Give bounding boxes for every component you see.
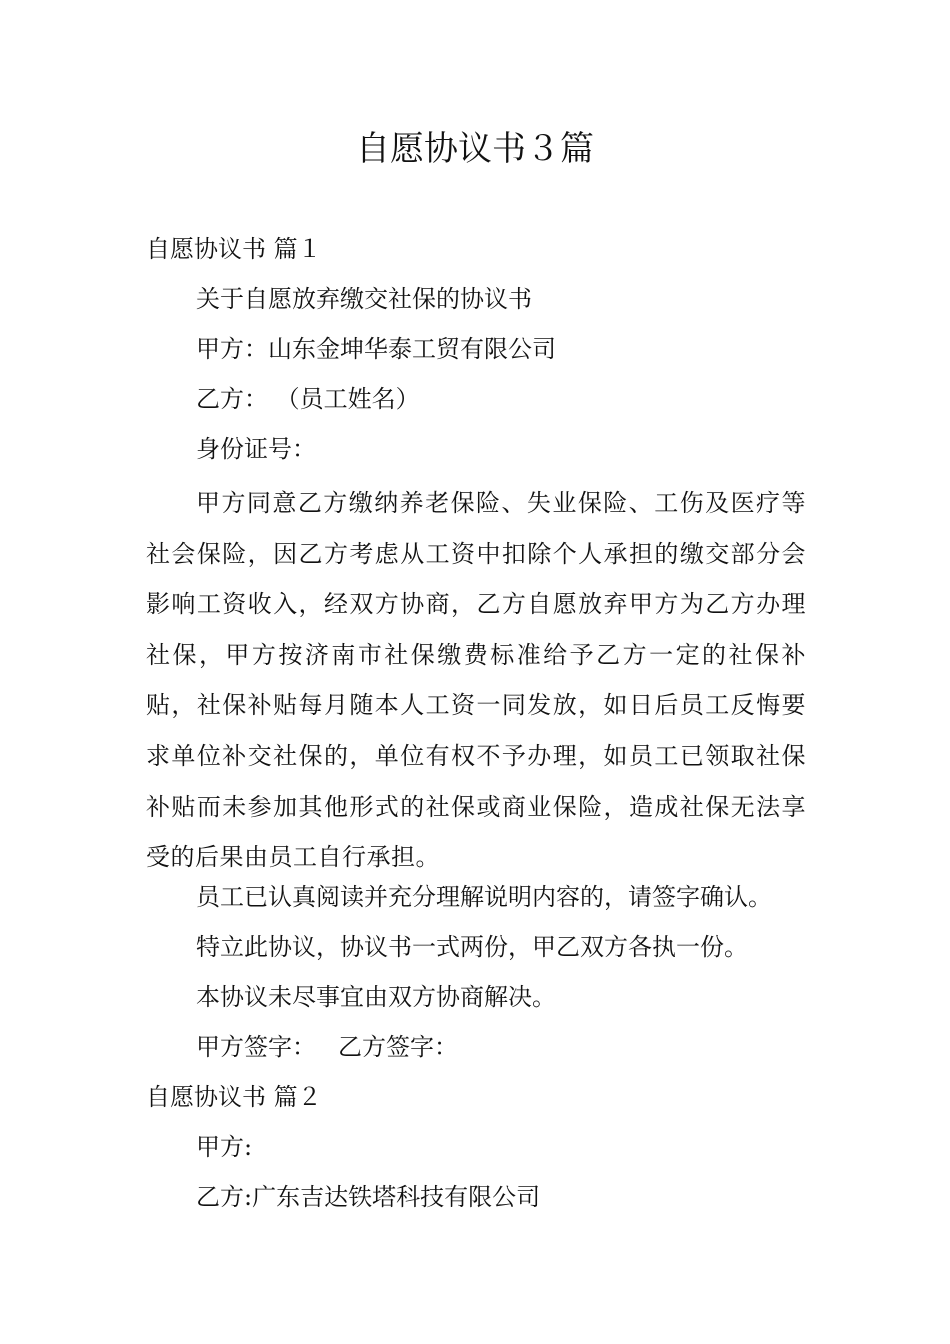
id-number-line: 身份证号：	[196, 435, 316, 463]
section-heading-1: 自愿协议书 篇１	[146, 235, 322, 263]
section2-party-b-line: 乙方:广东吉达铁塔科技有限公司	[196, 1183, 541, 1211]
party-b-line: 乙方： （员工姓名）	[196, 385, 420, 413]
party-a-line: 甲方：山东金坤华泰工贸有限公司	[196, 335, 556, 363]
section-heading-2: 自愿协议书 篇２	[146, 1083, 322, 1111]
party-a-signature-label: 甲方签字：	[196, 1033, 316, 1061]
party-b-signature-label: 乙方签字：	[338, 1033, 458, 1061]
document-title: 自愿协议书３篇	[356, 129, 594, 169]
copies-line: 特立此协议，协议书一式两份，甲乙双方各执一份。	[196, 933, 748, 961]
section2-party-a-line: 甲方:	[196, 1133, 253, 1161]
unresolved-matters-line: 本协议未尽事宜由双方协商解决。	[196, 983, 556, 1011]
signature-line	[196, 1032, 458, 1062]
agreement-subject: 关于自愿放弃缴交社保的协议书	[196, 285, 532, 313]
agreement-body-paragraph: 甲方同意乙方缴纳养老保险、失业保险、工伤及医疗等社会保险，因乙方考虑从工资中扣除个人承担的缴交部分会影响工资收入，经双方协商，乙方自愿放弃甲方为乙方办理社保，甲方按济南市社保缴费标准给予乙方一定的社保补贴，社保补贴每月随本人工资一同发放，如日后员工反悔要求单位补交社保的，单位有权不予办理，如员工已领取社保补贴而未参加其他形式的社保或商业保险，造成社保无法享受的后果由员工自行承担。	[146, 489, 806, 872]
confirmation-line: 员工已认真阅读并充分理解说明内容的，请签字确认。	[196, 883, 772, 911]
